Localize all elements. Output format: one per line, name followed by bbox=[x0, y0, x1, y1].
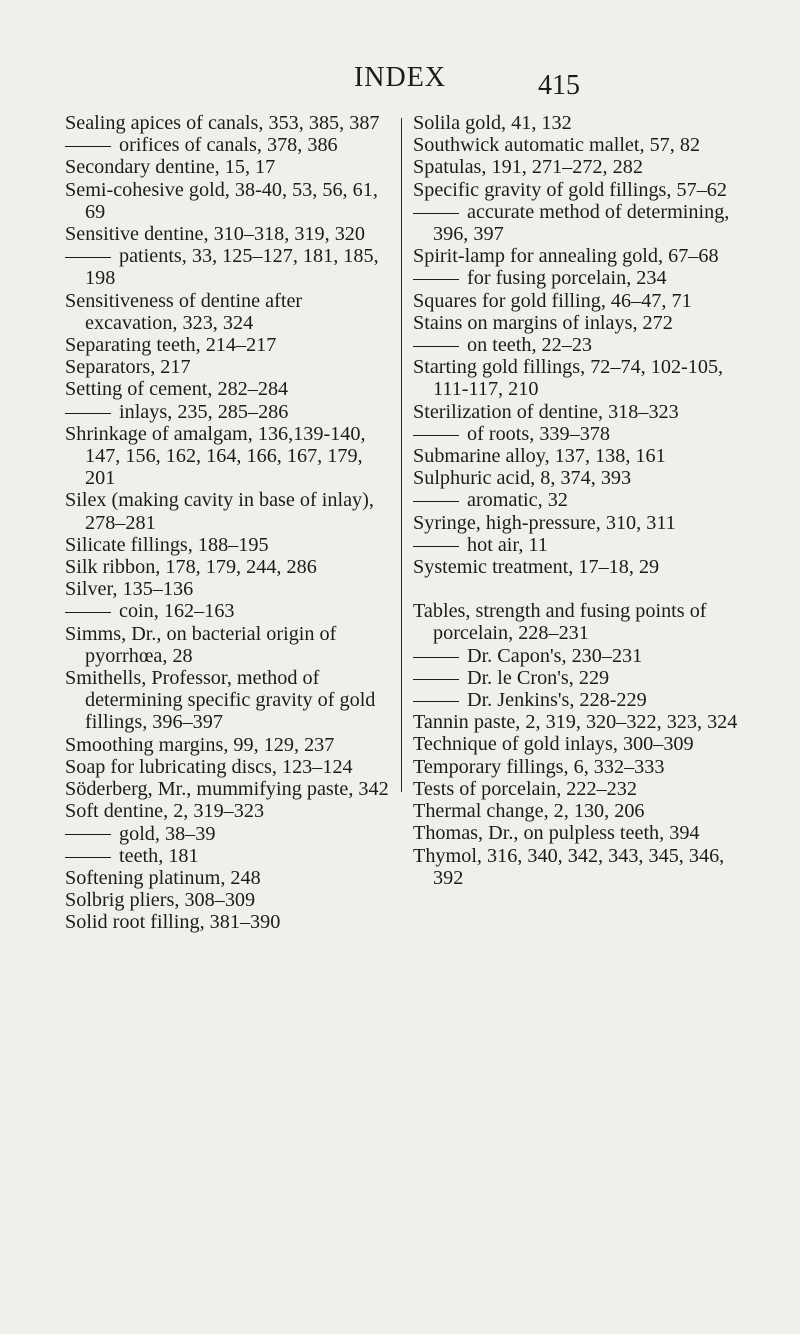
index-entry bbox=[65, 578, 395, 600]
entry-text: Silex (making cavity in base of inlay), 278–281 bbox=[65, 489, 374, 534]
entry-text: Semi-cohesive gold, 38-40, 53, 56, 61, 69 bbox=[65, 178, 378, 223]
entry-text: on teeth, 22–23 bbox=[467, 334, 593, 357]
entry-text: Specific gravity of gold fillings, 57–62 bbox=[413, 178, 727, 201]
page-header bbox=[0, 62, 800, 102]
entry-text: Tables, strength and fusing points of porcelain, 228–231 bbox=[413, 600, 707, 645]
entry-text: Submarine alloy, 137, 138, 161 bbox=[413, 445, 666, 468]
entry-text: Tests of porcelain, 222–232 bbox=[413, 777, 637, 800]
index-column-left bbox=[65, 112, 395, 934]
index-entry bbox=[413, 134, 753, 156]
entry-text: orifices of canals, 378, 386 bbox=[119, 134, 338, 157]
page-title: INDEX bbox=[353, 62, 447, 93]
entry-text: Solila gold, 41, 132 bbox=[413, 112, 572, 134]
entry-text: hot air, 11 bbox=[467, 533, 548, 556]
entry-text: Thermal change, 2, 130, 206 bbox=[413, 800, 645, 823]
entry-text: Sulphuric acid, 8, 374, 393 bbox=[413, 467, 632, 490]
entry-text: Silicate fillings, 188–195 bbox=[65, 533, 269, 556]
ditto-dash bbox=[413, 546, 459, 547]
index-entry bbox=[65, 534, 395, 556]
entry-text: Solid root filling, 381–390 bbox=[65, 911, 281, 934]
index-entry bbox=[413, 800, 753, 822]
index-subentry bbox=[65, 600, 395, 622]
entry-text: of roots, 339–378 bbox=[467, 422, 610, 445]
entry-text: coin, 162–163 bbox=[119, 600, 235, 623]
index-entry bbox=[65, 889, 395, 911]
index-subentry bbox=[65, 823, 395, 845]
index-entry bbox=[413, 179, 753, 201]
entry-text: Soft dentine, 2, 319–323 bbox=[65, 800, 265, 823]
ditto-dash bbox=[65, 612, 111, 613]
index-entry bbox=[413, 312, 753, 334]
ditto-dash bbox=[413, 679, 459, 680]
entry-text: accurate method of determining, 396, 397 bbox=[433, 200, 730, 246]
index-entry bbox=[413, 512, 753, 534]
index-subentry bbox=[413, 334, 753, 356]
index-entry bbox=[65, 623, 395, 667]
index-entry bbox=[65, 223, 395, 245]
page-number: 415 bbox=[538, 70, 580, 101]
ditto-dash bbox=[413, 213, 459, 214]
index-entry bbox=[413, 711, 753, 733]
index-entry bbox=[65, 800, 395, 822]
index-entry bbox=[413, 778, 753, 800]
index-entry bbox=[413, 467, 753, 489]
index-subentry bbox=[65, 134, 395, 156]
index-subentry bbox=[65, 245, 395, 289]
entry-text: teeth, 181 bbox=[119, 844, 199, 867]
entry-text: Dr. Capon's, 230–231 bbox=[467, 644, 643, 667]
column-divider bbox=[401, 118, 402, 792]
entry-text: Secondary dentine, 15, 17 bbox=[65, 156, 276, 179]
index-column-right bbox=[413, 112, 753, 889]
entry-text: Sensitive dentine, 310–318, 319, 320 bbox=[65, 223, 365, 246]
entry-text: Temporary fillings, 6, 332–333 bbox=[413, 755, 665, 778]
index-entry bbox=[65, 112, 395, 134]
index-entry bbox=[413, 845, 753, 889]
index-subentry bbox=[413, 645, 753, 667]
index-entry bbox=[65, 156, 395, 178]
index-entry bbox=[413, 822, 753, 844]
entry-text: Setting of cement, 282–284 bbox=[65, 378, 289, 401]
entry-text: Squares for gold filling, 46–47, 71 bbox=[413, 289, 692, 312]
entry-text: Söderberg, Mr., mummifying paste, 342 bbox=[65, 778, 389, 801]
entry-text: Solbrig pliers, 308–309 bbox=[65, 889, 256, 912]
index-entry bbox=[413, 445, 753, 467]
index-subentry bbox=[65, 401, 395, 423]
index-entry bbox=[413, 112, 753, 134]
index-entry bbox=[65, 290, 395, 334]
index-entry bbox=[413, 290, 753, 312]
ditto-dash bbox=[413, 501, 459, 502]
entry-text: Sterilization of dentine, 318–323 bbox=[413, 400, 679, 423]
index-subentry bbox=[413, 534, 753, 556]
entry-text: Silk ribbon, 178, 179, 244, 286 bbox=[65, 556, 317, 579]
ditto-dash bbox=[65, 257, 111, 258]
entry-text: gold, 38–39 bbox=[119, 822, 216, 845]
ditto-dash bbox=[413, 346, 459, 347]
index-entry bbox=[65, 756, 395, 778]
index-entry bbox=[65, 556, 395, 578]
index-entry bbox=[413, 733, 753, 755]
index-entry bbox=[65, 423, 395, 490]
entry-text: Silver, 135–136 bbox=[65, 578, 194, 601]
entry-text: for fusing porcelain, 234 bbox=[467, 267, 667, 290]
entry-text: Simms, Dr., on bacterial origin of pyorrhœa, 28 bbox=[65, 622, 337, 667]
entry-text: Thymol, 316, 340, 342, 343, 345, 346, 392 bbox=[413, 844, 725, 889]
entry-text: Smoothing margins, 99, 129, 237 bbox=[65, 733, 335, 756]
ditto-dash bbox=[413, 435, 459, 436]
index-entry bbox=[65, 734, 395, 756]
entry-text: Sensitiveness of dentine after excavation, 323, 324 bbox=[65, 289, 303, 334]
ditto-dash bbox=[65, 413, 111, 414]
index-subentry bbox=[413, 667, 753, 689]
index-entry bbox=[413, 356, 753, 400]
entry-text: Starting gold fillings, 72–74, 102-105, 111-117, 210 bbox=[413, 356, 724, 401]
index-entry bbox=[413, 600, 753, 644]
index-entry bbox=[65, 179, 395, 223]
entry-text: Systemic treatment, 17–18, 29 bbox=[413, 556, 660, 579]
entry-text: Softening platinum, 248 bbox=[65, 866, 261, 889]
index-subentry bbox=[413, 267, 753, 289]
entry-text: Tannin paste, 2, 319, 320–322, 323, 324 bbox=[413, 711, 738, 734]
index-entry bbox=[65, 778, 395, 800]
index-entry bbox=[65, 334, 395, 356]
index-subentry bbox=[413, 201, 753, 245]
index-entry bbox=[413, 245, 753, 267]
entry-text: Dr. le Cron's, 229 bbox=[467, 666, 610, 689]
entry-text: Sealing apices of canals, 353, 385, 387 bbox=[65, 112, 380, 134]
entry-text: Southwick automatic mallet, 57, 82 bbox=[413, 134, 701, 157]
ditto-dash bbox=[413, 657, 459, 658]
index-entry bbox=[413, 156, 753, 178]
entry-text: aromatic, 32 bbox=[467, 489, 568, 512]
index-subentry bbox=[413, 689, 753, 711]
index-entry bbox=[65, 378, 395, 400]
entry-text: Separating teeth, 214–217 bbox=[65, 334, 277, 357]
index-subentry bbox=[413, 423, 753, 445]
index-subentry bbox=[65, 845, 395, 867]
entry-text: Technique of gold inlays, 300–309 bbox=[413, 733, 694, 756]
index-entry bbox=[65, 489, 395, 533]
index-entry bbox=[65, 356, 395, 378]
entry-text: patients, 33, 125–127, 181, 185, 198 bbox=[85, 245, 379, 290]
entry-text: Spirit-lamp for annealing gold, 67–68 bbox=[413, 245, 719, 268]
section-gap bbox=[413, 578, 753, 600]
entry-text: Thomas, Dr., on pulpless teeth, 394 bbox=[413, 822, 700, 845]
index-entry bbox=[65, 867, 395, 889]
entry-text: Stains on margins of inlays, 272 bbox=[413, 311, 673, 334]
entry-text: inlays, 235, 285–286 bbox=[119, 400, 289, 423]
ditto-dash bbox=[413, 279, 459, 280]
entry-text: Spatulas, 191, 271–272, 282 bbox=[413, 156, 643, 179]
entry-text: Soap for lubricating discs, 123–124 bbox=[65, 755, 353, 778]
index-entry bbox=[413, 556, 753, 578]
ditto-dash bbox=[413, 701, 459, 702]
index-subentry bbox=[413, 489, 753, 511]
ditto-dash bbox=[65, 857, 111, 858]
ditto-dash bbox=[65, 834, 111, 835]
entry-text: Smithells, Professor, method of determining specific gravity of gold fillings, 396–397 bbox=[65, 667, 376, 734]
index-entry bbox=[413, 401, 753, 423]
index-entry bbox=[65, 911, 395, 933]
index-entry bbox=[65, 667, 395, 734]
entry-text: Dr. Jenkins's, 228-229 bbox=[467, 689, 647, 712]
entry-text: Separators, 217 bbox=[65, 356, 191, 379]
ditto-dash bbox=[65, 146, 111, 147]
index-entry bbox=[413, 756, 753, 778]
entry-text: Syringe, high-pressure, 310, 311 bbox=[413, 511, 676, 534]
entry-text: Shrinkage of amalgam, 136,139-140, 147, 156, 162, 164, 166, 167, 179, 201 bbox=[65, 422, 366, 490]
